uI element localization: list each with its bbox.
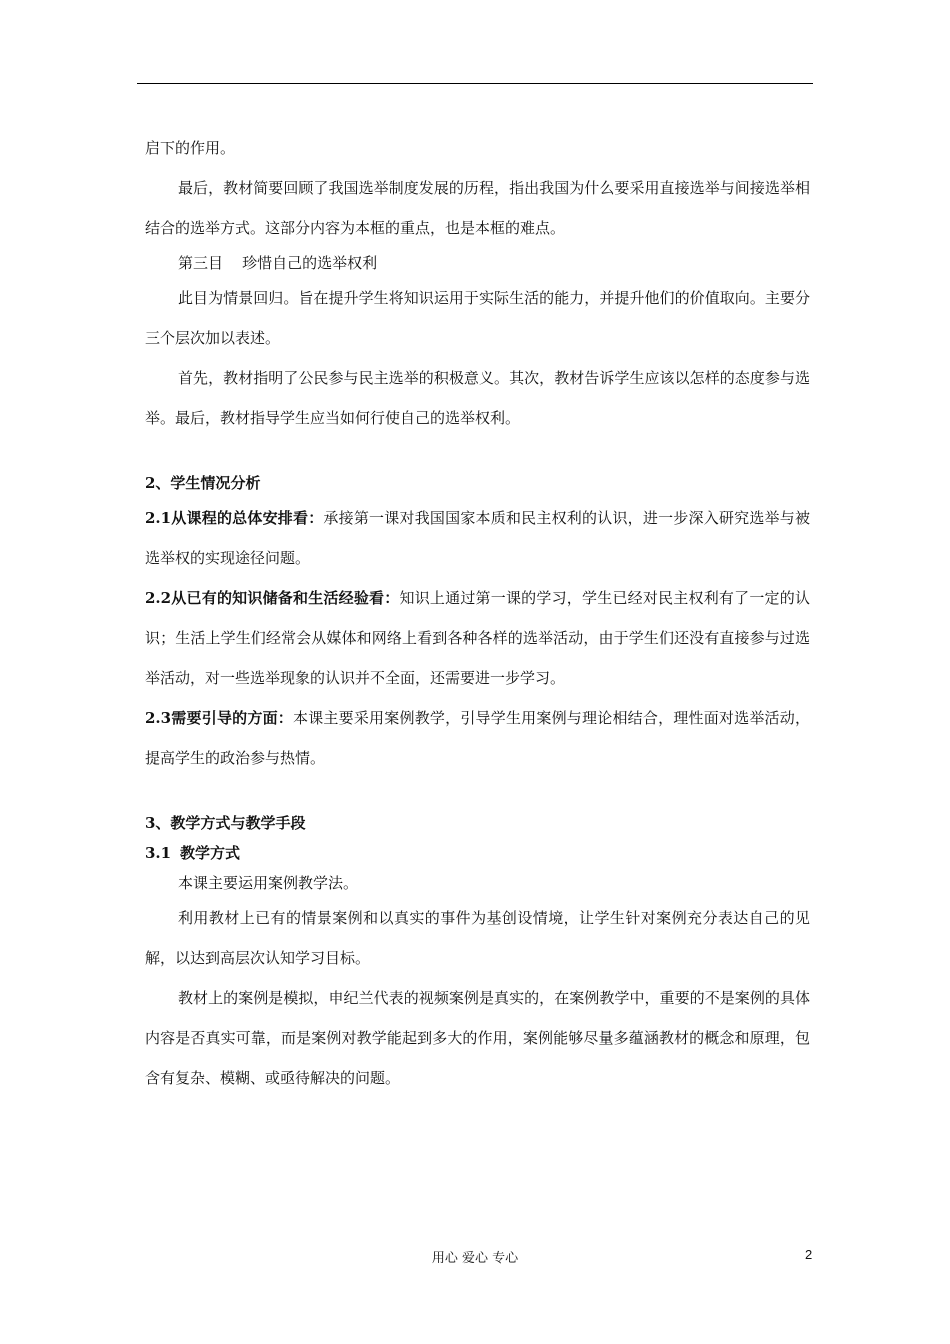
subsection-number: 3.1 <box>145 844 172 862</box>
paragraph: 本课主要运用案例教学法。 <box>178 874 359 892</box>
section-heading-2: 2、学生情况分析 <box>145 474 261 492</box>
item-text: 承接第一课对我国国家本质和民主权利的认识，进一步深入研究选举与被选举权的实现途径问题。 <box>145 509 810 567</box>
item-label: 2.3需要引导的方面： <box>145 709 293 727</box>
subsection-heading-3-1 <box>145 838 810 868</box>
page-number: 2 <box>805 1247 813 1262</box>
section2-item-1 <box>145 498 810 578</box>
header-rule <box>137 83 813 84</box>
subheading-title: 珍惜自己的选举权利 <box>242 254 378 272</box>
section-heading-3: 3、教学方式与教学手段 <box>145 814 306 832</box>
item-text: 知识上通过第一课的学习，学生已经对民主权利有了一定的认识；生活上学生们经常会从媒体和网络上看到各种各样的选举活动，由于学生们还没有直接参与过选举活动，对一些选举现象的认识并不全面，还需要进一步学习。 <box>145 589 810 687</box>
subheading-label: 第三目 <box>178 254 224 272</box>
item-label: 2.1从课程的总体安排看： <box>145 509 324 527</box>
item-text: 本课主要采用案例教学，引导学生用案例与理论相结合，理性面对选举活动，提高学生的政治参与热情。 <box>145 709 810 767</box>
footer-motto: 用心 爱心 专心 <box>431 1251 519 1266</box>
item-label: 2.2从已有的知识储备和生活经验看： <box>145 589 400 607</box>
paragraph: 利用教材上已有的情景案例和以真实的事件为基创设情境，让学生针对案例充分表达自己的见解，以达到高层次认知学习目标。 <box>145 909 810 967</box>
section2-item-2 <box>145 578 810 698</box>
section-gap <box>145 778 810 808</box>
paragraph: 首先，教材指明了公民参与民主选举的积极意义。其次，教材告诉学生应该以怎样的态度参与选举。最后，教材指导学生应当如何行使自己的选举权利。 <box>145 369 810 427</box>
section2-item-3 <box>145 698 810 778</box>
subsection-title: 教学方式 <box>180 844 241 862</box>
paragraph-continuation: 启下的作用。 <box>145 139 236 157</box>
subheading-third-item <box>145 248 810 278</box>
section-gap <box>145 438 810 468</box>
paragraph: 此目为情景回归。旨在提升学生将知识运用于实际生活的能力，并提升他们的价值取向。主要分三个层次加以表述。 <box>145 289 810 347</box>
paragraph: 教材上的案例是模拟，申纪兰代表的视频案例是真实的，在案例教学中，重要的不是案例的具体内容是否真实可靠，而是案例对教学能起到多大的作用，案例能够尽量多蕴涵教材的概念和原理，包含有复杂、模糊、或亟待解决的问题。 <box>145 989 810 1087</box>
paragraph: 最后，教材简要回顾了我国选举制度发展的历程，指出我国为什么要采用直接选举与间接选举相结合的选举方式。这部分内容为本框的重点，也是本框的难点。 <box>145 179 810 237</box>
document-body <box>145 128 810 1098</box>
